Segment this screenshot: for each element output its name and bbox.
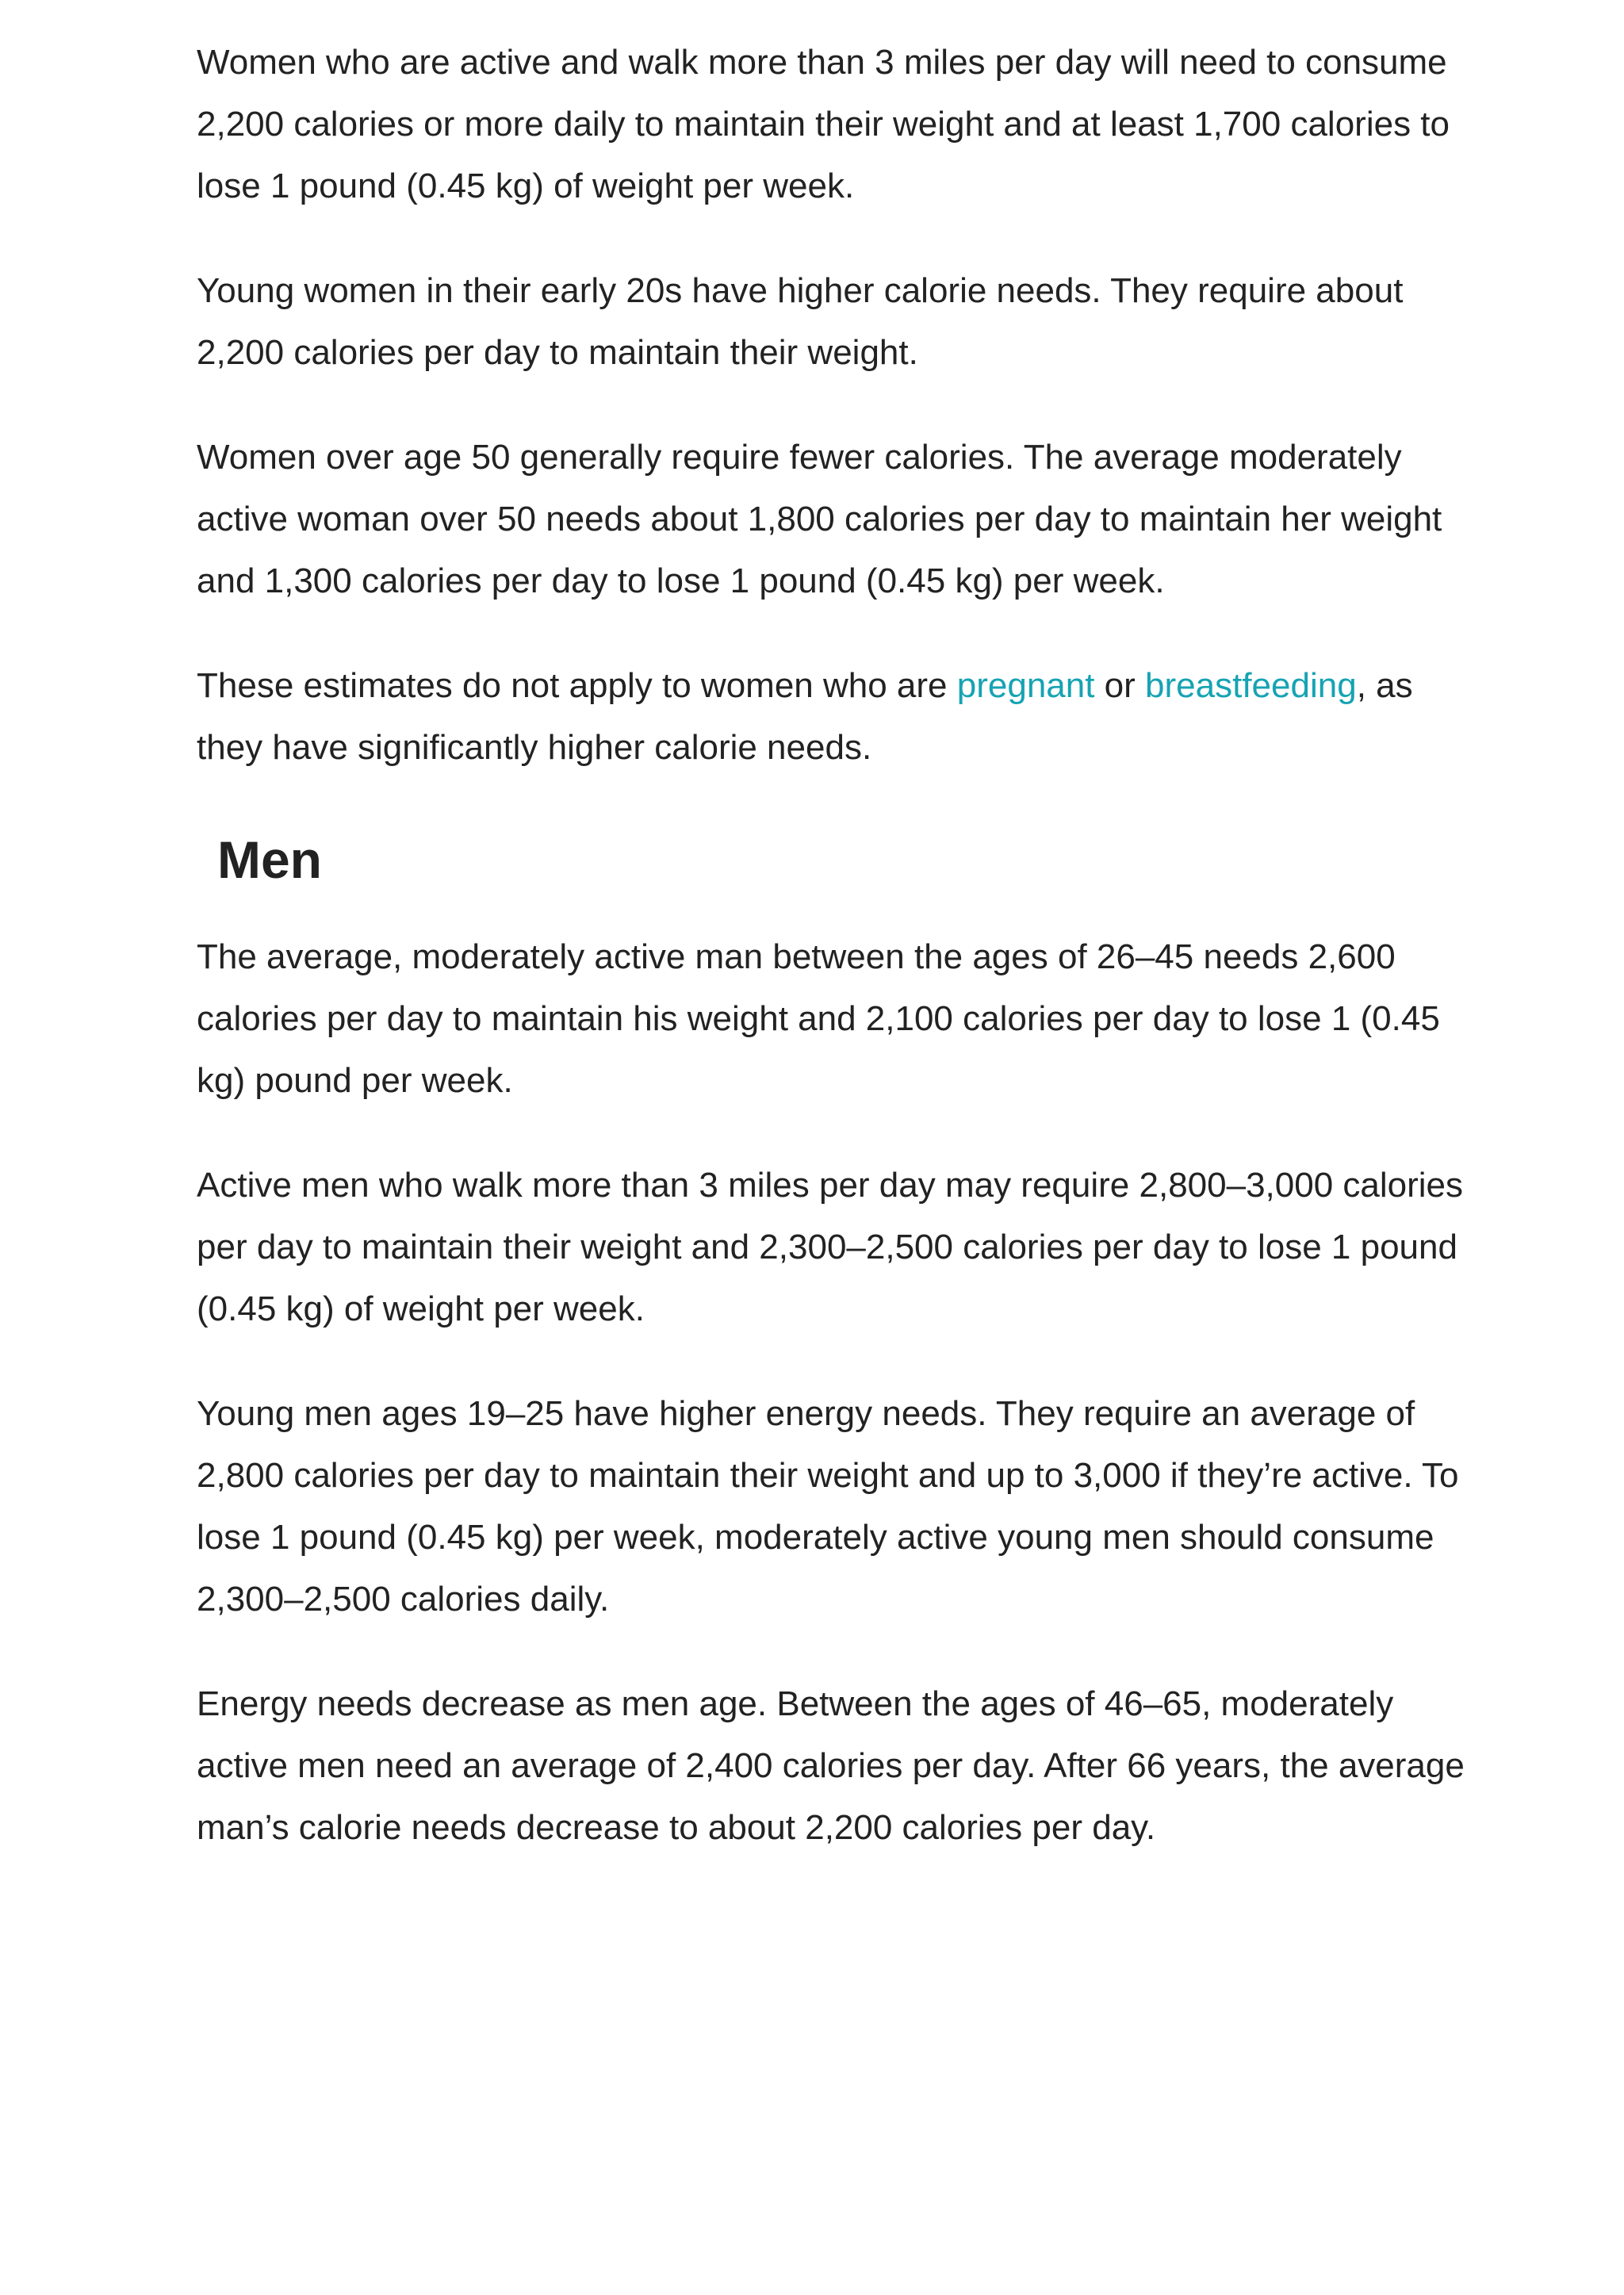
pregnancy-note-paragraph	[197, 655, 1481, 779]
active-men-paragraph: Active men who walk more than 3 miles per day may require 2,800–3,000 calories per day to maintain their weight and 2,300–2,500 calories per day to lose 1 pound (0.45 kg) of weight per week.	[197, 1166, 1464, 1328]
young-men-paragraph: Young men ages 19–25 have higher energy needs. They require an average of 2,800 calories per day to maintain their weight and up to 3,000 if they’re active. To lose 1 pound (0.45 kg) per week, moderately active young men should consume 2,300–2,500 calories daily.	[197, 1394, 1459, 1619]
pregnancy-note-text-after: , as they have significantly higher calorie needs.	[197, 666, 1413, 767]
older-men-paragraph: Energy needs decrease as men age. Between the ages of 46–65, moderately active men need an average of 2,400 calories per day. After 66 years, the average man’s calorie needs decrease to about 2,200 calories per day.	[197, 1684, 1465, 1847]
young-women-paragraph: Young women in their early 20s have higher calorie needs. They require about 2,200 calories per day to maintain their weight.	[197, 271, 1404, 372]
women-active-paragraph: Women who are active and walk more than 3 miles per day will need to consume 2,200 calories or more daily to maintain their weight and at least 1,700 calories to lose 1 pound (0.45 kg) of weight per week.	[197, 43, 1450, 205]
pregnant-link[interactable]: pregnant	[956, 666, 1095, 705]
pregnancy-note-text-before: These estimates do not apply to women who are	[197, 666, 957, 705]
article-body	[197, 32, 1481, 1902]
men-section-heading: Men	[217, 830, 322, 889]
average-man-paragraph: The average, moderately active man between the ages of 26–45 needs 2,600 calories per day to maintain his weight and 2,100 calories per day to lose 1 (0.45 kg) pound per week.	[197, 937, 1440, 1100]
breastfeeding-link[interactable]: breastfeeding	[1145, 666, 1357, 705]
women-over-50-paragraph: Women over age 50 generally require fewer calories. The average moderately active woman over 50 needs about 1,800 calories per day to maintain her weight and 1,300 calories per day to lose 1 pound (0.45 kg) per week.	[197, 438, 1442, 600]
pregnancy-note-text-middle: or	[1094, 666, 1146, 705]
